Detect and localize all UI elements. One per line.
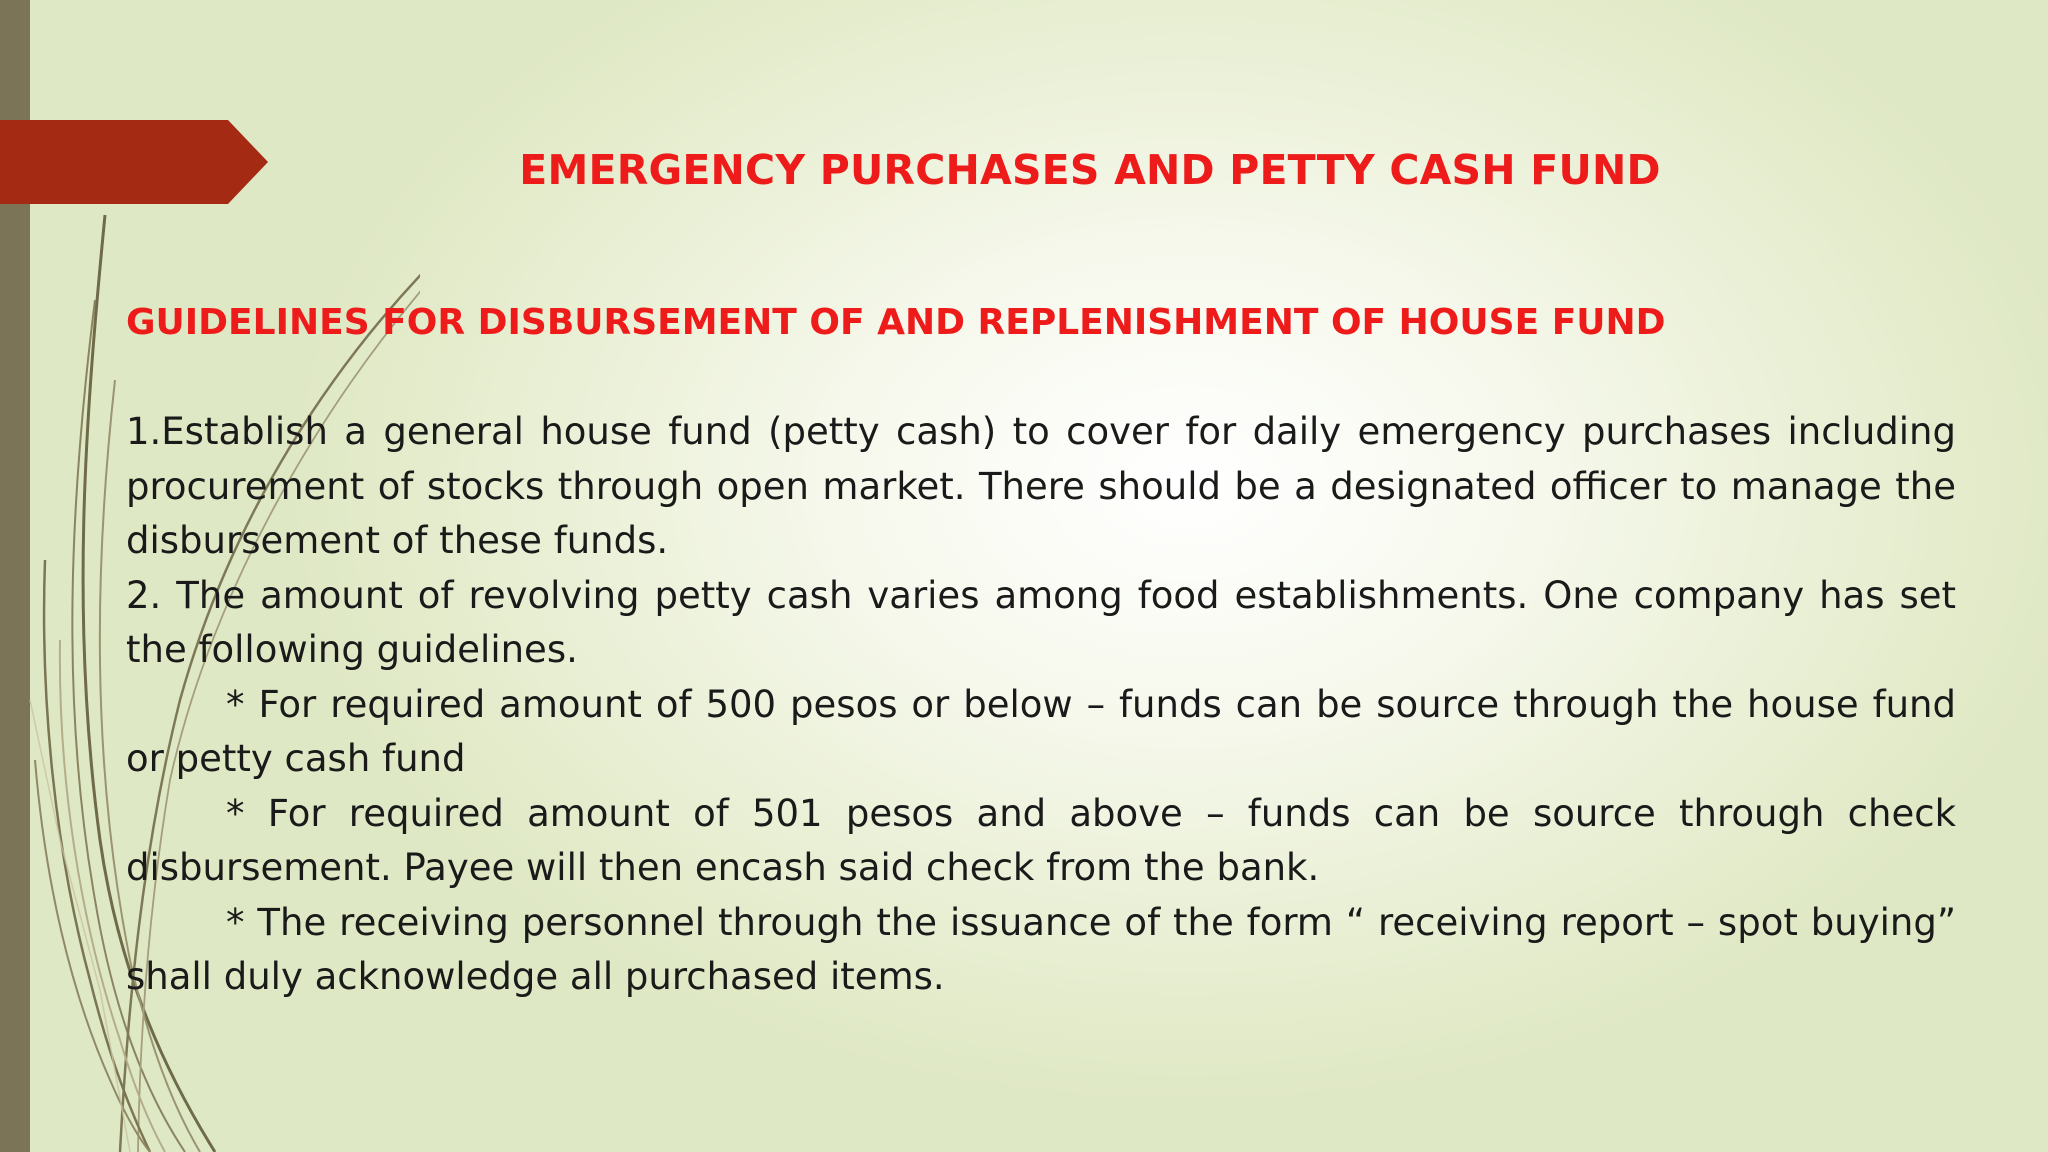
guideline-paragraph-1: 1.Establish a general house fund (petty cash) to cover for daily emergency purchases including procurement of stocks through open market. There should be a designated officer to manage the disbursement of these funds. <box>126 410 1956 562</box>
guideline-bullet-2: * For required amount of 501 pesos and above – funds can be source through check disbursement. Payee will then encash said check from the bank. <box>126 791 1956 889</box>
guideline-bullet-3: * The receiving personnel through the issuance of the form “ receiving report – spot buying” shall duly acknowledge all purchased items. <box>126 900 1956 998</box>
guideline-bullet-1: * For required amount of 500 pesos or below – funds can be source through the house fund or petty cash fund <box>126 682 1956 780</box>
slide-body <box>126 405 1956 1005</box>
guideline-paragraph-2: 2. The amount of revolving petty cash varies among food establishments. One company has set the following guidelines. <box>126 573 1956 671</box>
slide-subtitle: GUIDELINES FOR DISBURSEMENT OF AND REPLENISHMENT OF HOUSE FUND <box>126 302 1666 343</box>
slide-title: EMERGENCY PURCHASES AND PETTY CASH FUND <box>519 146 1661 194</box>
arrow-tab-shape <box>0 120 270 204</box>
